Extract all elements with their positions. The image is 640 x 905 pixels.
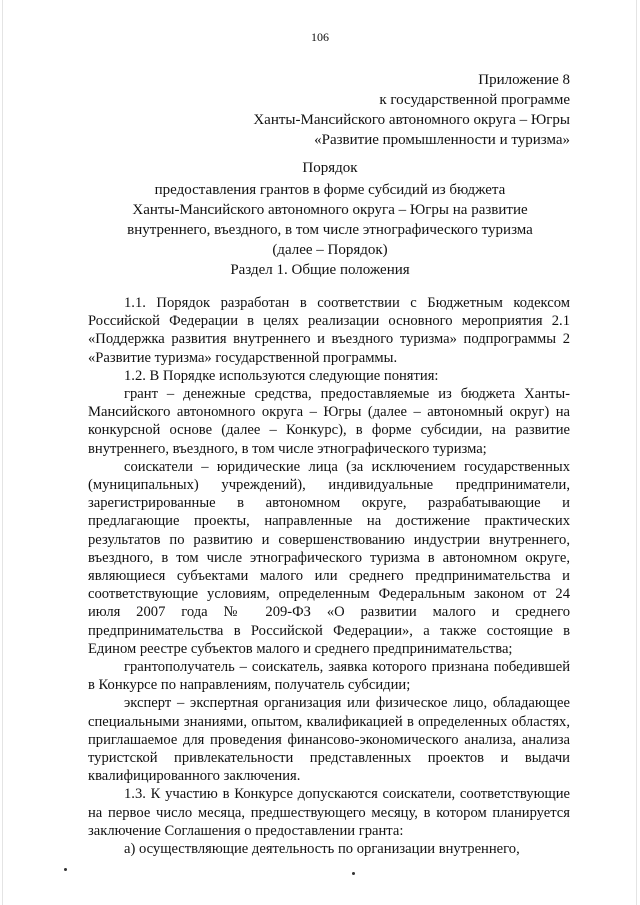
title-line: предоставления грантов в форме субсидий из бюджета — [154, 182, 506, 198]
title-line: (далее – Порядок) — [272, 242, 388, 258]
appendix-line: Ханты-Мансийского автономного округа – Югры — [253, 112, 570, 128]
paragraph: грант – денежные средства, предоставляемые из бюджета Ханты-Мансийского автономного округа – Югры (далее – автономный округ) на конкурсной основе (далее – Конкурс), в форме субсидии, на развитие внутреннего, въездного, в том числе этнографического туризма; — [88, 386, 570, 457]
paragraph: 1.3. К участию в Конкурсе допускаются соискатели, соответствующие на первое число месяца, предшествующего месяцу, в котором планируется заключение Соглашения о предоставлении гранта: — [88, 786, 570, 839]
title-line: Ханты-Мансийского автономного округа – Югры на развитие — [132, 202, 528, 218]
appendix-line: Приложение 8 — [478, 72, 570, 88]
title-heading: Порядок — [302, 160, 358, 176]
paragraph: 1.2. В Порядке используются следующие понятия: — [124, 367, 439, 384]
section-title: Раздел 1. Общие положения — [230, 262, 410, 278]
paragraph: эксперт – экспертная организация или физическое лицо, обладающее специальными знаниями, опытом, квалификацией в определенных областях, приглашаемое для проведения финансово-экономического анализа, анализа туристской привлекательности представленных проектов и выдачи квалифицированного заключения. — [88, 695, 570, 785]
title-line: внутреннего, въездного, в том числе этнографического туризма — [127, 222, 533, 238]
body-text — [88, 294, 570, 858]
paragraph: а) осуществляющие деятельность по организации внутреннего, — [124, 841, 520, 858]
document-title — [60, 158, 600, 260]
paragraph: 1.1. Порядок разработан в соответствии с Бюджетным кодексом Российской Федерации в целях реализации основного мероприятия 2.1 «Поддержка развития внутреннего и въездного туризма» подпрограммы 2 «Развитие туризма» государственной программы. — [88, 295, 570, 366]
appendix-header — [253, 70, 570, 150]
scan-speck — [352, 872, 355, 875]
appendix-line: к государственной программе — [379, 92, 570, 108]
appendix-line: «Развитие промышленности и туризма» — [314, 132, 570, 148]
page-number: 106 — [311, 30, 329, 44]
scan-speck — [64, 868, 67, 871]
paragraph: грантополучатель – соискатель, заявка которого признана победившей в Конкурсе по направлениям, получатель субсидии; — [88, 659, 570, 694]
paragraph: соискатели – юридические лица (за исключением государственных (муниципальных) учреждений), индивидуальные предприниматели, зарегистрированные в автономном округе, разрабатывающие и предлагающие проекты, направленные на достижение практических результатов по развитию и совершенствованию индустрии внутреннего, въездного, в том числе этнографического туризма в автономном округе, являющиеся субъектами малого или среднего предпринимательства и соответствующие условиям, определенным Федеральным законом от 24 июля 2007 года № 209-ФЗ «О развитии малого и среднего предпринимательства в Российской Федерации», а также состоящие в Едином реестре субъектов малого и среднего предпринимательства; — [88, 458, 570, 657]
scan-edge-left — [2, 0, 3, 905]
scan-edge-right — [636, 0, 637, 905]
